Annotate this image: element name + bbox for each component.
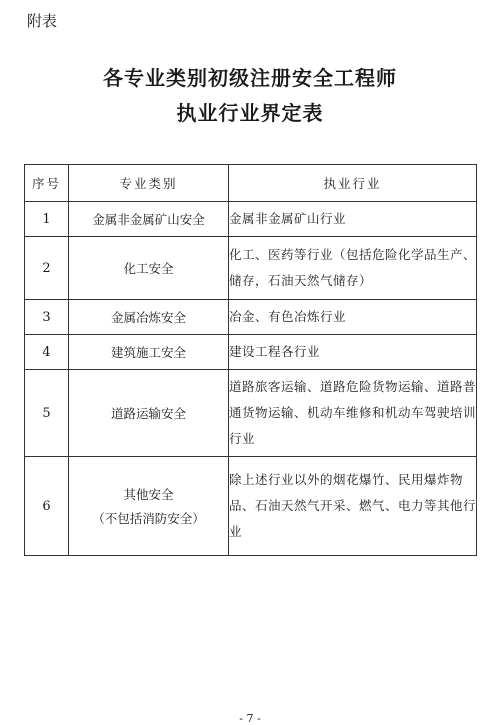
- row-scope: 除上述行业以外的烟花爆竹、民用爆炸物品、石油天然气开采、燃气、电力等其他行业: [229, 457, 477, 556]
- row-scope: 建设工程各行业: [229, 335, 477, 370]
- row-scope: 冶金、有色冶炼行业: [229, 300, 477, 335]
- header-serial-number: 序号: [25, 165, 69, 202]
- row-category-note: （不包括消防安全）: [92, 511, 205, 526]
- row-scope: 金属非金属矿山行业: [229, 202, 477, 237]
- row-number: 4: [25, 335, 69, 370]
- row-number: 2: [25, 237, 69, 300]
- table-row: [25, 202, 477, 237]
- row-scope: 道路旅客运输、道路危险货物运输、道路普通货物运输、机动车维修和机动车驾驶培训行业: [229, 370, 477, 457]
- row-category: 其他安全: [123, 487, 174, 502]
- row-category: 化工安全: [69, 237, 229, 300]
- row-category: 金属冶炼安全: [69, 300, 229, 335]
- row-number: 3: [25, 300, 69, 335]
- table-row: [25, 370, 477, 457]
- page-number: - 7 -: [239, 712, 261, 725]
- row-category: 金属非金属矿山安全: [69, 202, 229, 237]
- row-scope: 化工、医药等行业（包括危险化学品生产、储存，石油天然气储存）: [229, 237, 477, 300]
- table-row: [25, 300, 477, 335]
- table-header-row: [25, 165, 477, 202]
- table-row: [25, 237, 477, 300]
- attachment-label: 附表: [27, 12, 58, 30]
- document-title-line-1: 各专业类别初级注册安全工程师: [103, 66, 397, 90]
- row-number: 6: [25, 457, 69, 556]
- table-row: [25, 457, 477, 556]
- row-category: 道路运输安全: [69, 370, 229, 457]
- row-number: 5: [25, 370, 69, 457]
- row-category: 建筑施工安全: [69, 335, 229, 370]
- table-row: [25, 335, 477, 370]
- row-category-cell: [69, 457, 229, 556]
- header-category: 专业类别: [69, 165, 229, 202]
- header-industry-scope: 执业行业: [229, 165, 477, 202]
- industry-definition-table: [24, 164, 477, 556]
- document-title-line-2: 执业行业界定表: [176, 101, 324, 125]
- row-number: 1: [25, 202, 69, 237]
